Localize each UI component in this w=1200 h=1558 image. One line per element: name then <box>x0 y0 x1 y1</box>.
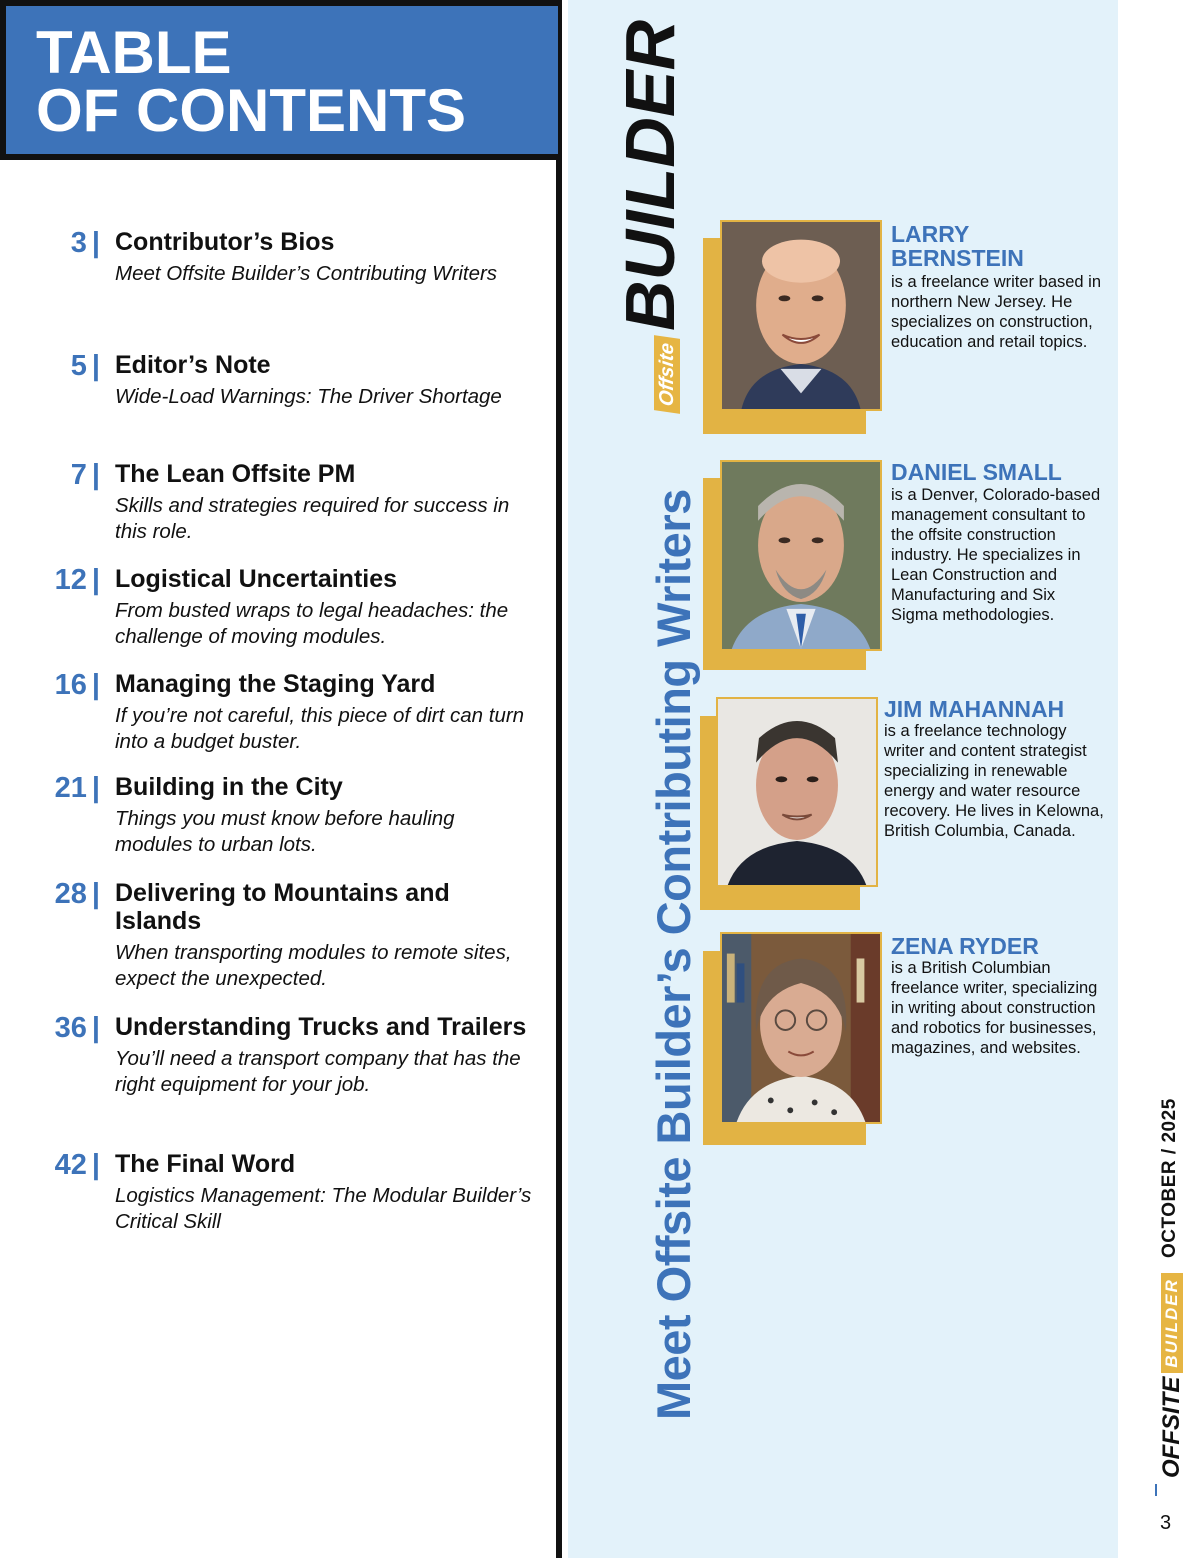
toc-entry-subtitle: When transporting modules to remote sites, expect the unexpected. <box>115 941 512 990</box>
toc-title-line-2: OF CONTENTS <box>36 77 466 144</box>
toc-page-number: 12 | <box>54 564 100 596</box>
toc-entry-title[interactable]: The Lean Offsite PM <box>115 460 356 488</box>
toc-entry-title[interactable]: Logistical Uncertainties <box>115 565 398 593</box>
toc-entry-title[interactable]: Building in the City <box>115 773 343 801</box>
toc-page-number: 7 | <box>70 459 100 491</box>
logo-builder-text: BUILDER <box>611 19 689 332</box>
toc-entry-title[interactable]: Delivering to Mountains and Islands <box>115 879 450 935</box>
writer-bio: is a freelance writer based in northern New Jersey. He specializes on construction, education and retail topics. <box>891 273 1102 351</box>
toc-entry-title[interactable]: Contributor’s Bios <box>115 228 335 256</box>
toc-entry-subtitle: You’ll need a transport company that has the right equipment for your job. <box>115 1047 521 1096</box>
writer-photo-zena-ryder <box>720 932 882 1124</box>
writer-name: ZENA RYDER <box>891 933 1039 959</box>
toc-page-number: 36 | <box>54 1012 100 1044</box>
toc-title <box>36 19 466 144</box>
writer-name: LARRY BERNSTEIN <box>891 221 1024 271</box>
issue-date: OCTOBER / 2025 <box>1159 1098 1180 1258</box>
page-number: 3 <box>1160 1512 1172 1534</box>
footer-logo-offsite: OFFSITE <box>1158 1376 1185 1478</box>
toc-entry-title[interactable]: Managing the Staging Yard <box>115 670 436 698</box>
toc-entry-title[interactable]: The Final Word <box>115 1150 296 1178</box>
writer-bio: is a Denver, Colorado-based management consultant to the offsite construction industry. He specializes in Lean Construction and Manufacturing and Six Sigma methodologies. <box>891 486 1101 624</box>
footer-divider <box>1155 1484 1157 1496</box>
toc-entry-title[interactable]: Editor’s Note <box>115 351 271 379</box>
toc-page-number: 28 | <box>54 878 100 910</box>
footer-logo <box>1158 1273 1186 1478</box>
toc-page-number: 16 | <box>54 669 100 701</box>
toc-page-number: 3 | <box>70 227 100 259</box>
portrait-image <box>722 934 880 1122</box>
writer-photo-jim-mahannah <box>716 697 878 887</box>
toc-entry-subtitle: Meet Offsite Builder’s Contributing Writers <box>115 262 498 285</box>
offsite-builder-logo <box>596 20 688 412</box>
writer-bio: is a British Columbian freelance writer, specializing in writing about construction and robotics for businesses, magazines, and websites. <box>891 959 1098 1057</box>
toc-header <box>0 0 558 160</box>
portrait-image <box>722 462 880 649</box>
toc-page-number: 5 | <box>70 350 100 382</box>
writer-name: JIM MAHANNAH <box>884 696 1065 722</box>
toc-page-number: 21 | <box>54 772 100 804</box>
toc-entry-subtitle: Skills and strategies required for success in this role. <box>115 494 510 543</box>
logo-offsite-text: Offsite <box>654 335 680 414</box>
portrait-image <box>722 222 880 409</box>
writer-bio: is a freelance technology writer and content strategist specializing in renewable energy and water resource recovery. He lives in Kelowna, British Columbia, Canada. <box>884 722 1104 840</box>
contributors-heading: Meet Offsite Builder’s Contributing Writers <box>647 489 700 1420</box>
toc-entry-subtitle: If you’re not careful, this piece of dirt can turn into a budget buster. <box>115 704 525 753</box>
portrait-image <box>718 699 876 885</box>
toc-entry-subtitle: From busted wraps to legal headaches: the challenge of moving modules. <box>115 599 509 648</box>
toc-entry-subtitle: Wide-Load Warnings: The Driver Shortage <box>115 385 502 408</box>
footer-logo-builder: BUILDER <box>1161 1273 1183 1373</box>
toc-entry-subtitle: Logistics Management: The Modular Builder’s Critical Skill <box>115 1184 532 1233</box>
toc-entry-title[interactable]: Understanding Trucks and Trailers <box>115 1013 527 1041</box>
writer-photo-daniel-small <box>720 460 882 651</box>
toc-title-line-1: TABLE <box>36 19 232 86</box>
writer-photo-larry-bernstein <box>720 220 882 411</box>
toc-entry-subtitle: Things you must know before hauling modules to urban lots. <box>115 807 455 856</box>
toc-page-number: 42 | <box>54 1149 100 1181</box>
table-of-contents <box>0 0 562 1558</box>
writer-name: DANIEL SMALL <box>891 459 1062 485</box>
